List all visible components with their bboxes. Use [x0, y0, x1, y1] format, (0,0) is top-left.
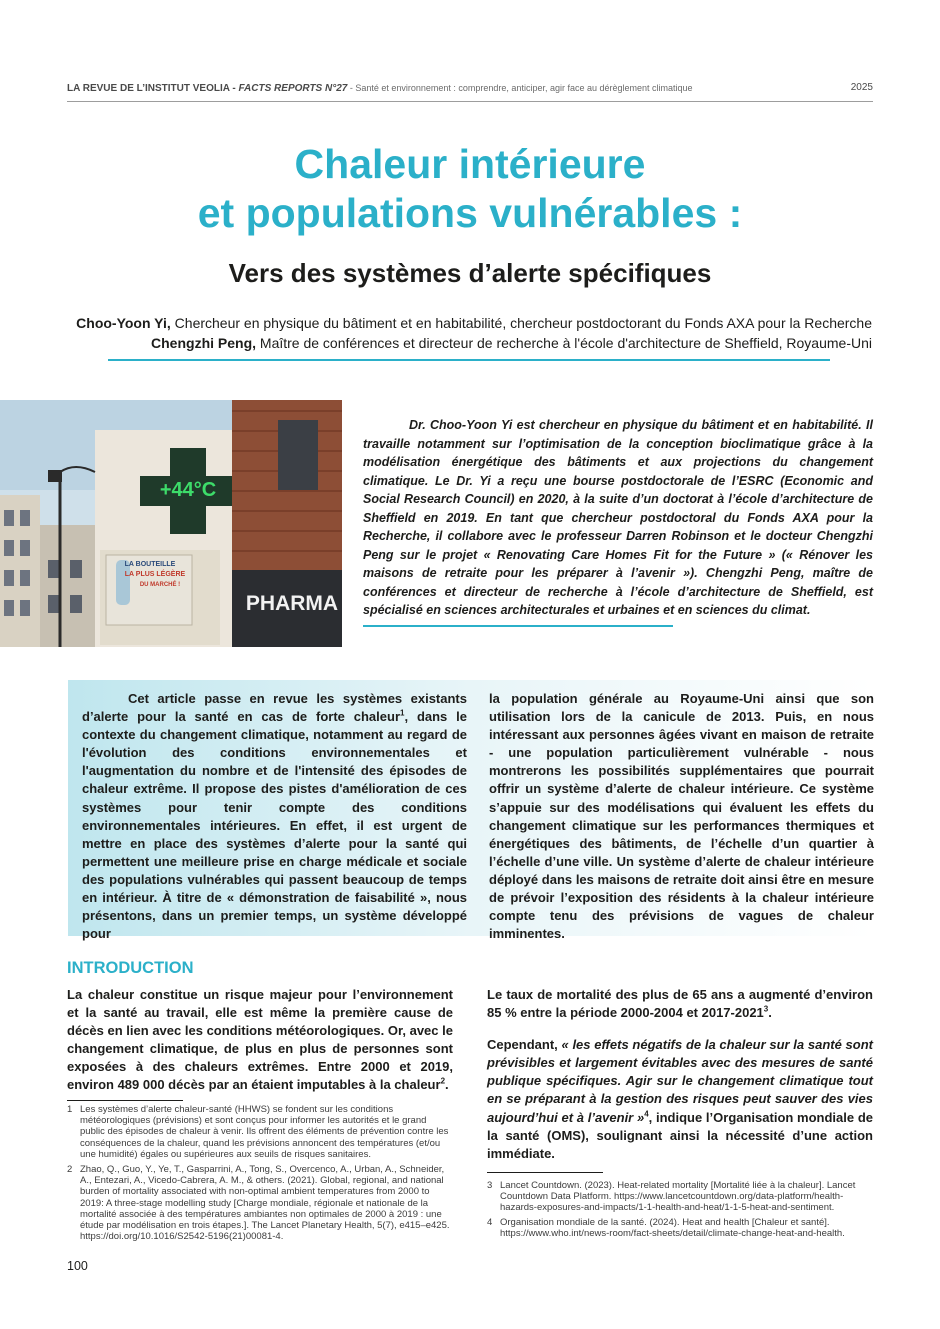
pharmacy-storefront-text: PHARMA	[245, 592, 339, 615]
footnote-number: 2	[67, 1164, 73, 1175]
footnote-text: Organisation mondiale de la santé. (2024). Heat and health [Chaleur et santé]. https://www.who.int/news-room/fact-sheets/detail/climate-change-heat-and-health.	[500, 1217, 845, 1240]
page-number: 100	[67, 1259, 88, 1273]
body-left-column	[67, 986, 453, 1095]
footnote-text: Lancet Countdown. (2023). Heat-related mortality [Mortalité liée à la chaleur]. Lancet Countdown Data Platform. https://www.lancetcountdown.org/data-platform/health-hazards-exposures-and-impacts/1-1-health-and-heat/1-1-5-heat-and-sentiment.	[500, 1180, 856, 1214]
journal-name: LA REVUE DE L’INSTITUT VEOLIA -	[67, 83, 239, 94]
who-quote: « les effets négatifs de la chaleur sur la santé sont prévisibles et largement évitables avec des mesures de santé publique spécifiques. Agir sur le changement climatique tout en se préparant à la gestion des risques peut sauver des vies aujourd’hui et à l’avenir »	[487, 1037, 873, 1125]
paragraph-text: Le taux de mortalité des plus de 65 ans a augmenté d’environ 85 % entre la période 2000-2004 et 2017-2021	[487, 987, 873, 1021]
title-line-2: et populations vulnérables :	[197, 190, 743, 236]
author-name: Chengzhi Peng,	[151, 335, 257, 351]
footnote-number: 4	[487, 1217, 493, 1228]
footnote	[67, 1104, 453, 1160]
bio-divider	[363, 625, 673, 627]
section-heading-introduction: INTRODUCTION	[67, 959, 194, 977]
street-photo	[0, 400, 342, 647]
article-subtitle: Vers des systèmes d’alerte spécifiques	[228, 258, 712, 288]
footnote-divider	[67, 1100, 183, 1101]
paragraph-text: .	[445, 1077, 449, 1093]
article-title	[0, 140, 940, 238]
footnote	[487, 1180, 873, 1214]
intro-paragraph	[67, 986, 453, 1095]
bio-text: Dr. Choo-Yoon Yi est chercheur en physique du bâtiment et en habitabilité. Il travaille notamment sur l’optimisation de la conception bioclimatique grâce à la modélisation énergétique des bâtiments et aux projections du changement climatique. Le Dr. Yi a reçu une bourse postdoctorale de l’ESRC (Economic and Social Research Council) en 2020, à la suite d’un doctorat à l’école d’architecture de Sheffield en 2019. En tant que chercheur postdoctoral du Fonds AXA pour la Recherche, il collabore avec le professeur Darren Robinson et le docteur Chengzhi Peng sur le projet « Renovating Care Homes Fit for the Future » (« Rénover les maisons de retraite pour les préparer à l’avenir »). Chengzhi Peng, maître de conférences et directeur de recherche à l’école d’architecture de Sheffield, est spécialisé en sciences architecturales et urbaines et en sciences du climat.	[363, 418, 873, 617]
intro-paragraph	[487, 986, 873, 1022]
body-right-column	[487, 986, 873, 1163]
issue-name: FACTS REPORTS N°27	[238, 83, 348, 94]
footnote-text: Zhao, Q., Guo, Y., Ye, T., Gasparrini, A., Tong, S., Overcenco, A., Urban, A., Schneider, A., Entezari, A., Vicedo-Cabrera, A. M., & others. (2021). Global, regional, and national burden of mortality associated with non-optimal ambient temperatures from 2000 to 2019: A three-stage modelling study [Charge mondiale, régionale et nationale de la mortalité associée à des températures ambiantes non optimales de 2000 à 2019 : une étude par modélisation en trois étapes.]. The Lancet Planetary Health, 5(7), e415–e425. https://doi.org/10.1016/S2542-5196(21)00081-4.	[80, 1164, 450, 1243]
poster-line-1: LA BOUTEILLE	[124, 561, 176, 568]
paragraph-text: .	[768, 1005, 772, 1021]
poster-line-3: DU MARCHÉ !	[139, 582, 181, 588]
author-role: Maître de conférences et directeur de recherche à l'école d'architecture de Sheffield, Royaume-Uni	[256, 335, 872, 351]
footnote-divider	[487, 1172, 603, 1173]
footnote-ref: 3	[763, 1004, 769, 1014]
abstract-text-left	[82, 690, 467, 943]
abstract-text-part: , dans le contexte du changement climatique, notamment au regard de l'évolution des conditions environnementales et l'augmentation du nombre et de l'intensité des épisodes de chaleur extrême. Il propose des pistes d'amélioration de ces systèmes pour tenir compte des conditions environnementales intérieures. En effet, il est urgent de mettre en place des systèmes d’alerte pour la santé qui permettent une meilleure prise en charge médicale et sociale des populations vulnérables qui passent beaucoup de temps en intérieur. À titre de « démonstration de faisabilité », nous présentons, dans un premier temps, un système développé pour	[82, 709, 467, 942]
author-bio	[363, 416, 873, 620]
issue-subtitle: - Santé et environnement : comprendre, anticiper, agir face au dérèglement climatique	[347, 83, 693, 93]
header-divider	[67, 101, 873, 102]
author-role: Chercheur en physique du bâtiment et en habitabilité, chercheur postdoctorant du Fonds AXA pour la Recherche	[170, 315, 872, 331]
pharmacy-sign-temperature: +44°C	[159, 479, 217, 501]
footnote-ref: 4	[644, 1109, 649, 1119]
abstract-left-column	[82, 690, 467, 943]
footnote-text: Les systèmes d’alerte chaleur-santé (HHWS) se fondent sur les conditions météorologiques (prévisions) et sont conçus pour informer les autorités et le grand public des épisodes de chaleur à venir. Ils offrent des éléments de prévention contre les conséquences de la chaleur, quand les prévisions annoncent des températures (et/ou une humidité) égales ou supérieures aux seuils de risques sanitaires.	[80, 1104, 449, 1160]
footnote-ref: 1	[400, 708, 405, 718]
author-entry	[40, 333, 872, 353]
paragraph-text: La chaleur constitue un risque majeur pour l’environnement et la santé au travail, elle est même la première cause de décès en lien avec les conditions météorologiques. Or, avec le changement climatique, de plus en plus de personnes sont exposées à des chaleurs extrêmes. Entre 2000 et 2019, environ 489 000 décès par an étaient imputables à la chaleur	[67, 987, 453, 1093]
header-year: 2025	[850, 82, 873, 93]
poster-line-2: LA PLUS LÉGÈRE	[124, 571, 186, 578]
photo-illustration	[0, 400, 342, 647]
paragraph-text: , indique l’Organisation mondiale de la santé (OMS), soulignant ainsi la nécessité d’une action immédiate.	[487, 1109, 873, 1161]
paragraph-text: Cependant,	[487, 1037, 562, 1053]
footnote-ref: 2	[440, 1077, 446, 1087]
abstract-text-right: la population générale au Royaume-Uni ainsi que son utilisation lors de la canicule de 2013. Puis, en nous intéressant aux personnes âgées vivant en maison de retraite - une population particulièrement vulnérable - nous montrerons les possibilités supplémentaires que pourrait offrir un système d’alerte de chaleur intérieure. Ce système s’appuie sur des modélisations qui évaluent les effets du changement climatique sur les performances thermiques et énergétiques des bâtiments, de l’échelle d’un quartier à l’échelle d’une ville. Un système d’alerte de chaleur intérieure déployé dans les maisons de retraite doit ainsi être en mesure de prévoir l’exposition des résidents à la chaleur intérieure compte tenu des prévisions de vagues de chaleur imminentes.	[489, 691, 874, 942]
author-list	[40, 313, 872, 353]
running-header	[67, 80, 873, 96]
abstract-right-column	[489, 690, 874, 943]
footnote-number: 1	[67, 1104, 73, 1115]
footnote	[67, 1164, 453, 1242]
title-line-1: Chaleur intérieure	[294, 141, 646, 187]
footnote-number: 3	[487, 1180, 493, 1191]
author-entry	[40, 313, 872, 333]
footnote	[487, 1217, 873, 1239]
intro-paragraph	[487, 1036, 873, 1163]
author-name: Choo-Yoon Yi,	[76, 315, 171, 331]
authors-divider	[108, 359, 830, 361]
abstract-text-part: Cet article passe en revue les systèmes existants d’alerte pour la santé en cas de forte chaleur	[82, 691, 467, 725]
